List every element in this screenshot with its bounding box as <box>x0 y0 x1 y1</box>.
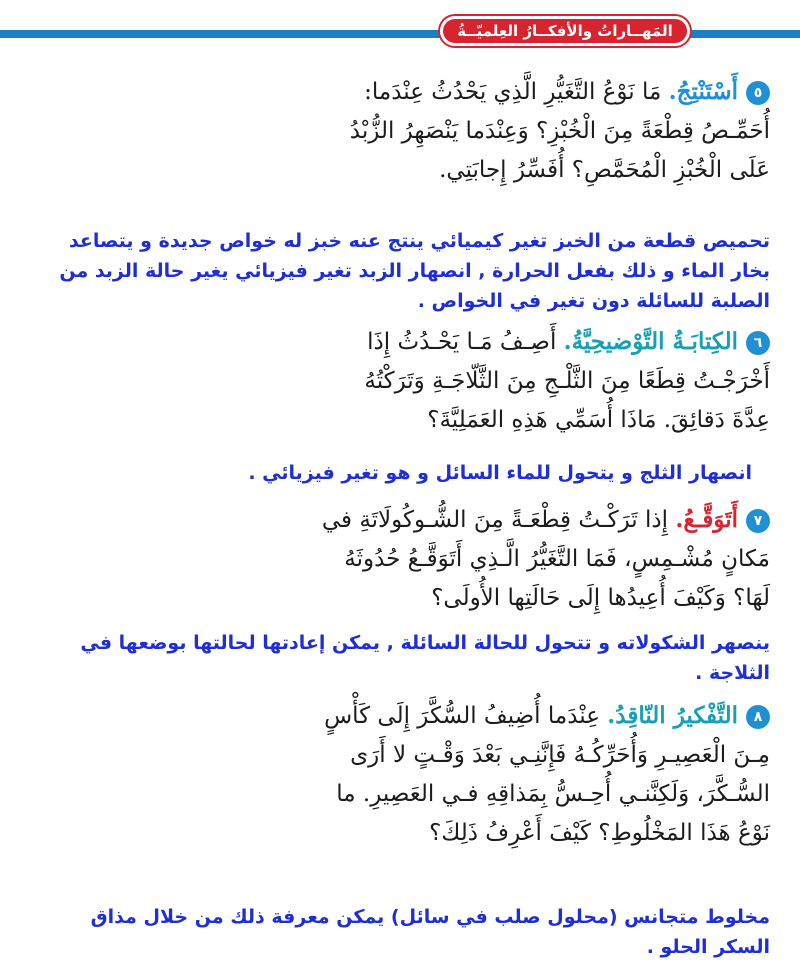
question-number-badge: ٥ <box>746 81 770 105</box>
question-line: مِـنَ الْعَصِيـرِ وَأُحَرِّكُـهُ فَإِنَّنِـي بَعْدَ وَقْـتٍ لا أَرَى <box>350 742 770 768</box>
question-number-badge: ٧ <box>746 509 770 533</box>
question-8 <box>30 696 770 853</box>
question-line: أَخْرَجْـتُ قِطَعًا مِنَ الثَّلْـجِ مِنَ الثَّلّاجَـةِ وَتَرَكْتُهُ <box>364 368 770 394</box>
answer-8: مخلوط متجانس (محلول صلب في سائل) يمكن معرفة ذلك من خلال مذاق السكر الحلو . <box>90 906 770 958</box>
question-line: السُّـكَّرَ، وَلَكِنَّنـي أُحِـسُّ بِمَذاقِهِ فـي العَصِيرِ. ما <box>336 781 770 807</box>
question-keyword: التَّفْكيرُ النّاقِدُ. <box>607 702 738 729</box>
question-line: عِدَّةَ دَقائِقَ. مَاذَا أُسَمِّي هَذِهِ العَمَلِيَّةَ؟ <box>427 407 770 433</box>
question-line: لَهَا؟ وَكَيْفَ أُعِيدُها إِلَى حَالَتِها الأُولَى؟ <box>431 585 770 611</box>
answer-6: انصهار الثلج و يتحول للماء السائل و هو تغير فيزيائي . <box>248 462 752 484</box>
section-header-title: المَهــاراتُ والأفكــارُ العِلميّــةُ <box>457 22 673 40</box>
answer-5: تحميص قطعة من الخبز تغير كيميائي ينتج عنه خبز له خواص جديدة و يتصاعد بخار الماء و ذلك بفعل الحرارة , انصهار الزبد تغير فيزيائي يغير حالة الزبد من الصلبة للسائلة دون تغير في الخواص . <box>59 230 770 312</box>
section-header <box>440 16 690 46</box>
question-line: عِنْدَما أُضِيفُ السُّكَّرَ إِلَى كَأْسٍ <box>324 703 600 729</box>
question-6 <box>30 322 770 440</box>
question-line: نَوْعُ هَذَا المَخْلُوطِ؟ كَيْفَ أَعْرِفُ ذَلِكَ؟ <box>429 820 770 846</box>
question-keyword: أَسْتَنْتِجُ. <box>668 78 738 105</box>
question-5 <box>30 72 770 190</box>
answer-7: ينصهر الشكولاته و تتحول للحالة السائلة , يمكن إعادتها لحالتها بوضعها في الثلاجة . <box>80 632 770 684</box>
question-keyword: الكِتابَـةُ التَّوْضيحِيَّةُ. <box>563 328 738 355</box>
question-line: إِذا تَرَكْـتُ قِطْعَـةً مِنَ الشُّـوكُولَاتَةِ في <box>321 507 669 533</box>
question-line: عَلَى الْخُبْزِ الْمُحَمَّصِ؟ أُفَسِّرُ إِجابَتِي. <box>439 157 770 183</box>
question-number-badge: ٨ <box>746 705 770 729</box>
question-line: مَكانٍ مُشْـمِسٍ، فَمَا التَّغَيُّرُ الَّـذِي أَتَوَقَّـعُ حُدُوثَهُ <box>344 546 770 572</box>
question-keyword: أَتَوَقَّـعُ. <box>675 506 738 533</box>
question-line: أُحَمِّـصُ قِطْعَةً مِنَ الْخُبْزِ؟ وَعِنْدَما يَنْصَهِرُ الزُّبْدُ <box>349 118 770 144</box>
question-7 <box>30 500 770 618</box>
question-number-badge: ٦ <box>746 331 770 355</box>
question-line: أَصِـفُ مَـا يَحْـدُثُ إِذَا <box>367 329 557 355</box>
question-line: مَا نَوْعُ التَّغَيُّرِ الَّذِي يَحْدُثُ عِنْدَما: <box>364 79 662 105</box>
